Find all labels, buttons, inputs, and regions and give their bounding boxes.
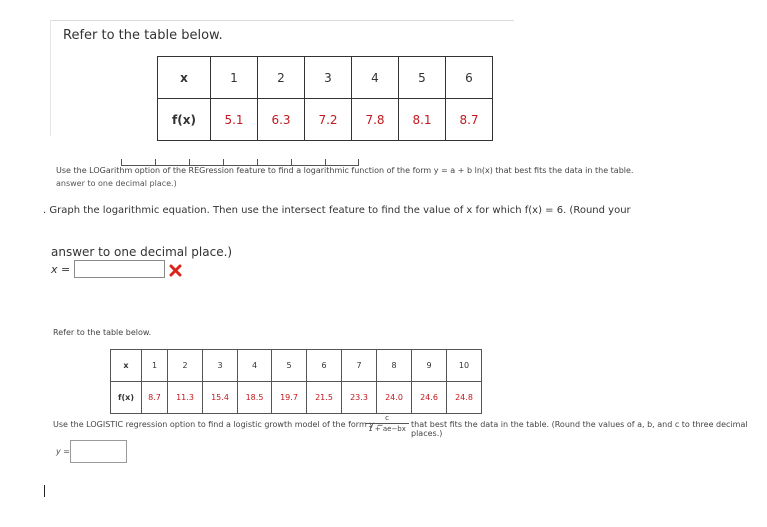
x-cell: 1 xyxy=(142,350,168,382)
ruler-tick xyxy=(189,159,190,165)
x-cell: 9 xyxy=(412,350,447,382)
x-header: x xyxy=(158,57,211,99)
fx-cell: 21.5 xyxy=(307,382,342,414)
fx-cell: 11.3 xyxy=(168,382,203,414)
ruler-tick xyxy=(358,159,359,165)
problem1-title: Refer to the table below. xyxy=(63,28,223,43)
ruler-tick xyxy=(223,159,224,165)
fx-cell: 8.1 xyxy=(399,99,446,141)
fx-header: f(x) xyxy=(111,382,142,414)
ruler-tick xyxy=(121,159,122,165)
problem1-instruction-cont: answer to one decimal place.) xyxy=(56,179,177,188)
problem-left-border xyxy=(50,20,51,136)
table-row-fx xyxy=(111,382,482,414)
table-row-x xyxy=(111,350,482,382)
graph-instruction: . Graph the logarithmic equation. Then use the intersect feature to find the value of x for which f(x) = 6. (Round your xyxy=(43,205,631,216)
fx-cell: 5.1 xyxy=(211,99,258,141)
problem2-title: Refer to the table below. xyxy=(53,328,152,337)
x-cell: 8 xyxy=(377,350,412,382)
x-cell: 5 xyxy=(272,350,307,382)
x-cell: 3 xyxy=(203,350,238,382)
fx-cell: 7.2 xyxy=(305,99,352,141)
fx-cell: 18.5 xyxy=(238,382,272,414)
problem-top-divider xyxy=(50,20,514,21)
fx-header: f(x) xyxy=(158,99,211,141)
table-row-fx xyxy=(158,99,493,141)
x-cell: 1 xyxy=(211,57,258,99)
logistic-formula xyxy=(365,414,409,434)
problem2-table xyxy=(110,349,482,414)
table-row-x xyxy=(158,57,493,99)
x-cell: 5 xyxy=(399,57,446,99)
x-cell: 4 xyxy=(352,57,399,99)
fx-cell: 6.3 xyxy=(258,99,305,141)
ruler-tick xyxy=(155,159,156,165)
fx-cell: 24.8 xyxy=(447,382,482,414)
fx-cell: 23.3 xyxy=(342,382,377,414)
ruler-tick xyxy=(257,159,258,165)
fx-cell: 19.7 xyxy=(272,382,307,414)
formula-numerator: c xyxy=(365,414,409,424)
fx-cell: 24.6 xyxy=(412,382,447,414)
problem1-table xyxy=(157,56,493,141)
answer-label: x = xyxy=(51,263,71,276)
answer-input[interactable] xyxy=(74,260,165,278)
x-cell: 10 xyxy=(447,350,482,382)
ruler-tick xyxy=(291,159,292,165)
y-answer-input[interactable] xyxy=(70,440,127,463)
y-answer-label: y = xyxy=(56,447,70,456)
problem2-instruction: Use the LOGISTIC regression option to find a logistic growth model of the form y = xyxy=(53,420,384,429)
x-header: x xyxy=(111,350,142,382)
fx-cell: 8.7 xyxy=(446,99,493,141)
x-cell: 6 xyxy=(446,57,493,99)
x-mark-icon xyxy=(169,262,182,281)
formula-denominator: 1 + ae−bx xyxy=(368,425,406,433)
problem2-instruction-cont: that best fits the data in the table. (Round the values of a, b, and c to three decimal places.) xyxy=(411,420,748,438)
answer-prompt: answer to one decimal place.) xyxy=(51,245,233,259)
text-cursor xyxy=(44,485,45,497)
fx-cell: 15.4 xyxy=(203,382,238,414)
x-cell: 7 xyxy=(342,350,377,382)
x-cell: 6 xyxy=(307,350,342,382)
fx-cell: 7.8 xyxy=(352,99,399,141)
ruler-tick xyxy=(325,159,326,165)
fx-cell: 24.0 xyxy=(377,382,412,414)
x-cell: 2 xyxy=(168,350,203,382)
fx-cell: 8.7 xyxy=(142,382,168,414)
x-cell: 4 xyxy=(238,350,272,382)
ruler-decoration xyxy=(121,159,359,166)
x-cell: 2 xyxy=(258,57,305,99)
x-cell: 3 xyxy=(305,57,352,99)
problem1-instruction: Use the LOGarithm option of the REGression feature to find a logarithmic function of the form y = a + b ln(x) that best fits the data in the table. xyxy=(56,166,634,175)
